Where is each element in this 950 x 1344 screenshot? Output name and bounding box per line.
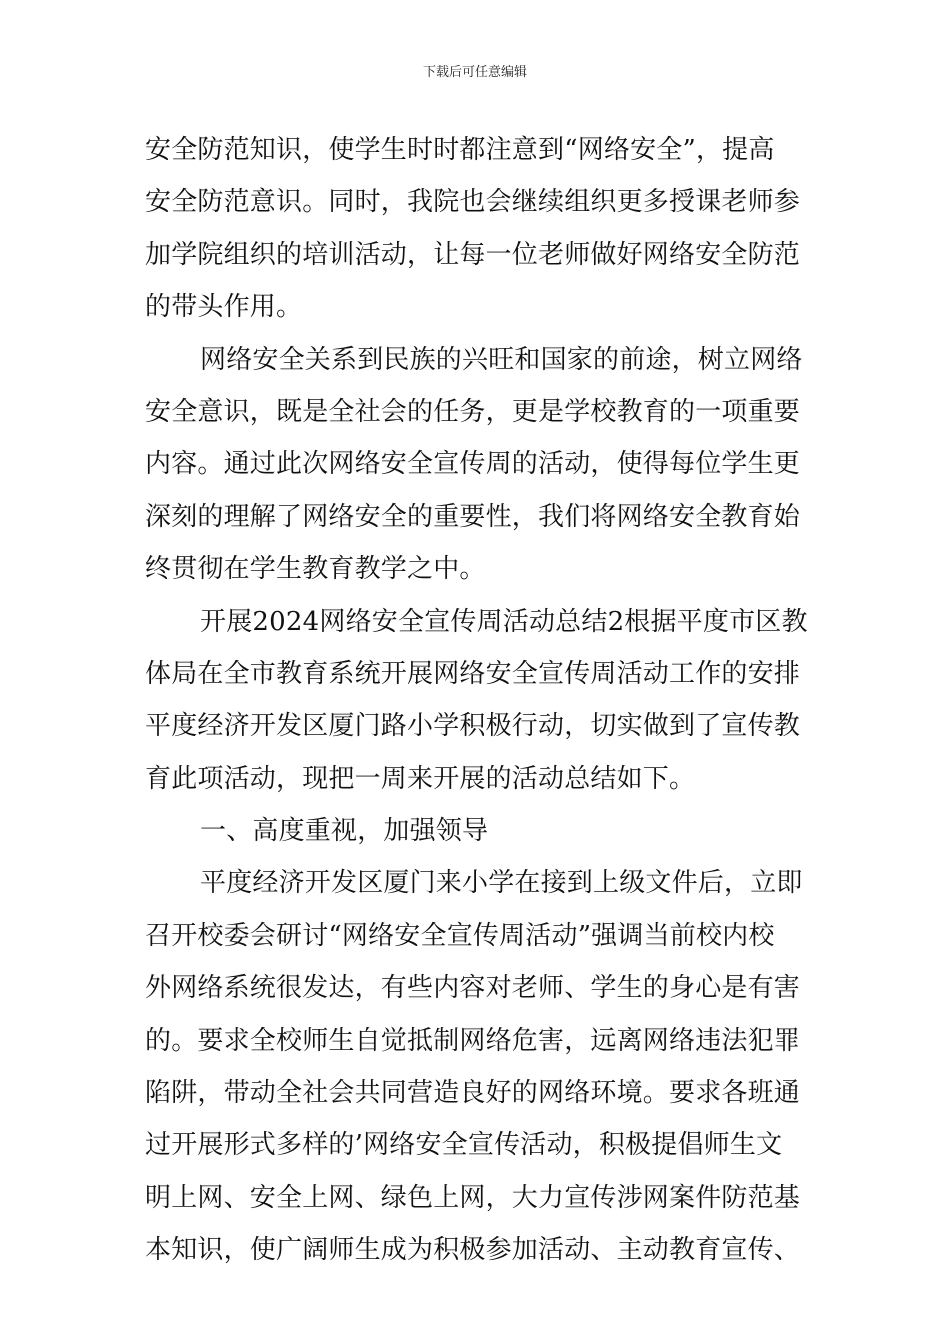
text-line: 终贯彻在学生教育教学之中。 (145, 554, 486, 585)
text-line: 加学院组织的培训活动，让每一位老师做好网络安全防范 (145, 239, 801, 270)
text-line: 体局在全市教育系统开展网络安全宣传周活动工作的安排 (145, 658, 801, 689)
text-line: 的带头作用。 (145, 292, 303, 323)
text-line: 安全防范意识。同时，我院也会继续组织更多授课老师参 (145, 187, 801, 218)
text-line: 深刻的理解了网络安全的重要性，我们将网络安全教育始 (145, 501, 801, 532)
text-line: 明上网、安全上网、绿色上网，大力宣传涉网案件防范基 (145, 1182, 801, 1213)
paragraph-start-line: 平度经济开发区厦门来小学在接到上级文件后，立即 (200, 868, 803, 899)
text-line: 陷阱，带动全社会共同营造良好的网络环境。要求各班通 (145, 1078, 801, 1109)
page-header: 下载后可任意编辑 (422, 65, 527, 80)
text-line: 过开展形式多样的’网络安全宣传活动，积极提倡师生文 (145, 1130, 783, 1161)
text-line: 安全防范知识，使学生时时都注意到“网络安全”，提高 (145, 135, 775, 165)
paragraph-start-line: 开展2024网络安全宣传周活动总结2根据平度市区教 (200, 606, 808, 637)
text-line: 平度经济开发区厦门路小学积极行动，切实做到了宣传教 (145, 711, 801, 742)
text-line: 内容。通过此次网络安全宣传周的活动，使得每位学生更 (145, 449, 801, 480)
text-line: 外网络系统很发达，有些内容对老师、学生的身心是有害 (145, 973, 801, 1004)
text-line: 育此项活动，现把一周来开展的活动总结如下。 (145, 763, 696, 794)
text-line: 召开校委会研讨“网络安全宣传周活动”强调当前校内校 (145, 920, 775, 951)
document-body (145, 124, 809, 1277)
paragraph-start-line: 网络安全关系到民族的兴旺和国家的前途，树立网络 (200, 344, 803, 375)
text-line: 安全意识，既是全社会的任务，更是学校教育的一项重要 (145, 396, 801, 427)
section-heading: 一、高度重视，加强领导 (200, 816, 489, 847)
text-line: 本知识，使广阔师生成为积极参加活动、主动教育宣传、 (145, 1235, 801, 1266)
text-line: 的。要求全校师生自觉抵制网络危害，远离网络违法犯罪 (145, 1025, 801, 1056)
